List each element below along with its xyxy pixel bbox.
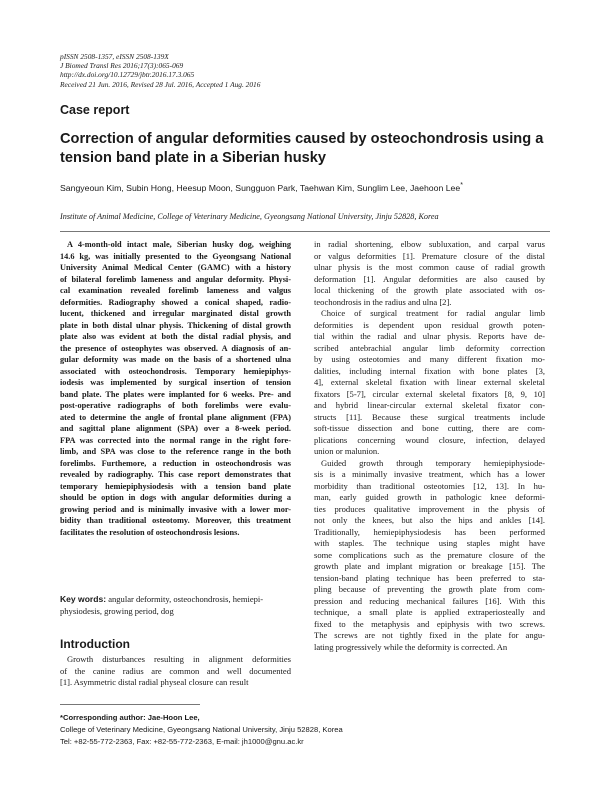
author-names: Sangyeoun Kim, Subin Hong, Heesup Moon, Sungguon Park, Taehwan Kim, Sunglim Lee, Jaehoon Lee xyxy=(60,182,461,193)
abstract-line: gular deformity was made on the basis of a shortened ulna xyxy=(60,355,291,364)
body-line: fixed to the metaphysis and epiphysis with two screws. xyxy=(314,618,545,629)
body-line: local thickening of the growth plate associated with os- xyxy=(314,285,545,295)
body-line: and hybrid linear-circular external skeletal fixator con- xyxy=(314,400,545,410)
footnote-contact: Tel: +82-55-772-2363, Fax: +82-55-772-2363, E-mail: jh1000@gnu.ac.kr xyxy=(60,737,304,746)
intro-line: Growth disturbances resulting in alignment deformities xyxy=(67,654,291,664)
body-line: morbidity than traditional osteotomies [12, 13]. In hu- xyxy=(314,480,545,491)
article-dates: Received 21 Jun. 2016, Revised 28 Jul. 2016, Accepted 1 Aug. 2016 xyxy=(60,79,261,89)
abstract-line: cal examination revealed forelimb lameness and valgus xyxy=(60,286,291,295)
keywords-line-1: angular deformity, osteochondrosis, hemiepi- xyxy=(108,594,264,604)
top-divider xyxy=(60,231,550,232)
body-line: technique, a small plate is applied extraperiosteally and xyxy=(314,607,545,617)
abstract-line: FPA was corrected into the normal range in the right fore- xyxy=(60,435,291,445)
body-line: in radial shortening, elbow subluxation, and carpal varus xyxy=(314,239,545,249)
abstract-line: plate also was evident at both the distal radial physis, and xyxy=(60,332,291,341)
body-line: some complications such as the premature closure of the xyxy=(314,549,545,560)
abstract-line: the presence of osteophytes was observed. A diagnosis of an- xyxy=(60,343,291,353)
abstract-line: ated to determine the angle of frontal plane alignment (FPA) xyxy=(60,412,291,422)
abstract-line: limb, and SPA was close to the reference range in the both xyxy=(60,447,291,456)
body-line: with staples. The technique using staples might have xyxy=(314,538,545,548)
body-line: teochondrosis in the radius and ulna [2]. xyxy=(314,296,452,307)
abstract xyxy=(60,239,291,538)
affiliation: Institute of Animal Medicine, College of Veterinary Medicine, Gyeongsang National University, Jinju 52828, Korea xyxy=(60,212,439,221)
doi-link[interactable]: http://dx.doi.org/10.12729/jbtr.2016.17.3.065 xyxy=(60,70,195,80)
journal-citation: J Biomed Transl Res 2016;17(3):065-069 xyxy=(60,61,184,71)
body-line: soft-tissue dissection and bone cutting, there are com- xyxy=(314,423,545,433)
right-column-body xyxy=(314,239,545,653)
body-line: fixators [5-7], circular external skeletal fixators [8, 9, 10] xyxy=(314,388,545,399)
corresponding-author-footnote xyxy=(60,712,343,748)
body-line: by using osteotomies and many different fixation mo- xyxy=(314,354,545,364)
issn-line: pISSN 2508-1357, eISSN 2508-139X xyxy=(60,52,169,61)
body-line: sis is a minimally invasive treatment, which has a lower xyxy=(314,469,545,479)
body-line: Choice of surgical treatment for radial angular limb xyxy=(321,308,545,318)
body-line: pression and reducing mechanical failures [16]. With this xyxy=(314,595,545,606)
body-line: or valgus deformities [1]. Premature closure of the distal xyxy=(314,250,545,261)
keywords-label: Key words: xyxy=(60,594,107,604)
author-list xyxy=(60,182,463,193)
body-line: tial within the radial and ulnar physis. Reports have de- xyxy=(314,331,545,341)
body-line: deformation [1]. Angular deformities are also caused by xyxy=(314,273,545,284)
abstract-line: revealed by radiography. This case report demonstrates that xyxy=(60,470,291,479)
footnote-address: College of Veterinary Medicine, Gyeongsang National University, Jinju 52828, Korea xyxy=(60,725,343,734)
abstract-line: post-operative radiographs of both forelimbs were evalu- xyxy=(60,401,291,410)
abstract-line: bidity than traditional osteotomy. Moreover, this treatment xyxy=(60,516,291,525)
body-line: scribed antebrachial angular limb deformity correction xyxy=(314,342,545,353)
footnote-title: *Corresponding author: Jae-Hoon Lee, xyxy=(60,713,200,722)
abstract-line: growing period and is minimally invasive with a lower mor- xyxy=(60,504,291,514)
abstract-line: temporary hemiepiphysiodesis with a tension band plate xyxy=(60,481,291,491)
body-line: The screws are not tightly fixed in the plate for angu- xyxy=(314,630,545,640)
body-line: plications concerning wound closure, infection, delayed xyxy=(314,434,545,445)
journal-metadata xyxy=(60,52,260,89)
abstract-line: associated with osteochondrosis. Temporary hemiepiphys- xyxy=(60,366,291,376)
abstract-line: facilitates the resolution of osteochondrosis lesions. xyxy=(60,527,240,537)
section-label: Case report xyxy=(60,103,130,117)
body-line: structs [11]. Because these surgical treatments include xyxy=(314,411,545,422)
footnote-divider xyxy=(60,704,200,705)
body-line: ulnar physis is the most common cause of radial growth xyxy=(314,262,545,272)
body-line: deformities is dependent upon residual growth poten- xyxy=(314,319,545,330)
abstract-line: 14.6 kg, was initially presented to the Gyeongsang National xyxy=(60,251,291,261)
abstract-line: should be option in dogs with angular deformities during a xyxy=(60,493,291,502)
body-line: not only the knees, but also the hips and ankles [14]. xyxy=(314,515,545,525)
body-line: Traditionally, hemiepiphysiodesis has been performed xyxy=(314,526,545,537)
body-line: man, early guided growth in pathologic knee deformi- xyxy=(314,492,545,502)
corresponding-mark: * xyxy=(460,182,463,189)
abstract-line: iodesis was implemented by surgical insertion of tension xyxy=(60,378,291,387)
keywords-line-2: physiodesis, growing period, dog xyxy=(60,605,174,616)
abstract-line: plate in both distal ulnar physis. Thickening of distal growth xyxy=(60,320,291,330)
body-line: 4], external skeletal fixation with linear external skeletal xyxy=(314,377,545,387)
keywords xyxy=(60,594,291,617)
intro-line: of the canine radius are common and well documented xyxy=(60,665,291,676)
body-line: Guided growth through temporary hemiepiphysiode- xyxy=(321,457,545,468)
abstract-line: University Animal Medical Center (GAMC) with a history xyxy=(60,263,291,272)
abstract-line: band plate. The plates were implanted for 6 weeks. Pre- and xyxy=(60,389,291,399)
body-line: pling because of preventing the growth plate from com- xyxy=(314,584,545,594)
abstract-line: deformities. Radiography showed a conical shaped, radio- xyxy=(60,297,291,307)
abstract-line: of bilateral forelimb lameness and angular deformity. Physi- xyxy=(60,274,291,284)
article-title: Correction of angular deformities caused by osteochondrosis using a tension band plate in a Siberian husky xyxy=(60,131,544,166)
body-line: tension-band plating technique has been preferred to sta- xyxy=(314,572,545,583)
body-line: ties produces qualitative improvement in the physis of xyxy=(314,503,545,514)
abstract-line: and sagittal plane alignment (SPA) over a 8-week period. xyxy=(60,424,291,433)
abstract-line: forelimbs. Furthemore, a reduction in osteochondrosis was xyxy=(60,458,291,468)
introduction-body xyxy=(60,654,291,689)
body-line: union or malunion. xyxy=(314,446,380,456)
abstract-line: lucent, thickened and irregular marginated distal growth xyxy=(60,309,291,318)
abstract-line: A 4-month-old intact male, Siberian husky dog, weighing xyxy=(67,240,291,249)
body-line: dalities, including internal fixation with bone plates [3, xyxy=(314,365,545,376)
intro-line: [1]. Asymmetric distal radial physeal closure can result xyxy=(60,677,249,687)
introduction-heading: Introduction xyxy=(60,637,130,651)
body-line: lating progressively while the deformity is corrected. An xyxy=(314,641,508,652)
body-line: growth plate and implant migration or breakage [15]. The xyxy=(314,561,545,571)
